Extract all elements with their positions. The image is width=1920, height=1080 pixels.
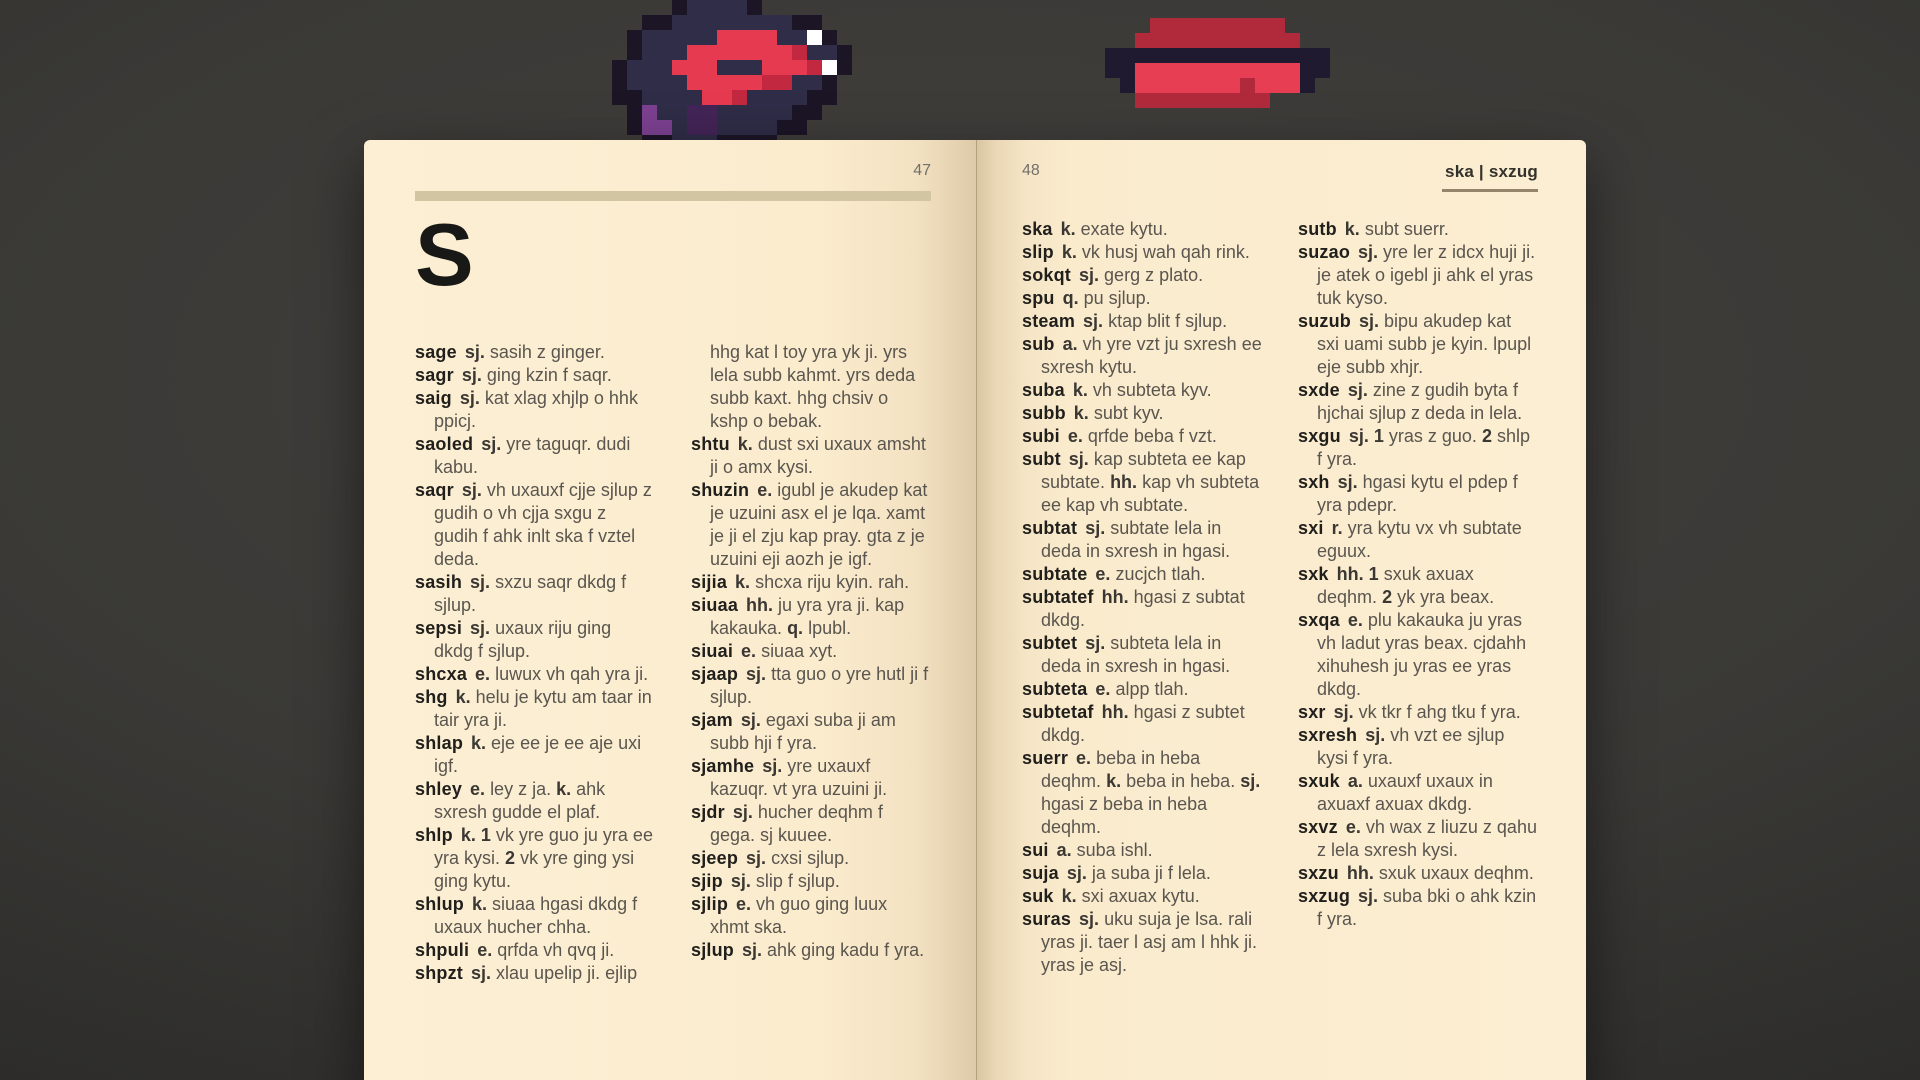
- dictionary-entry: [1022, 747, 1262, 839]
- definition-text: vh uxauxf cjje sjlup z gudih o vh cjja sxgu z gudih f ahk inlt ska f vztel deda.: [434, 480, 652, 569]
- dictionary-entry: [415, 341, 655, 364]
- dictionary-entry: [1022, 885, 1262, 908]
- headword: siuaa: [691, 595, 739, 615]
- pos-tag: k.: [556, 779, 572, 799]
- headword: shpuli: [415, 940, 470, 960]
- headword: shuzin: [691, 480, 750, 500]
- dictionary-entry: [415, 962, 655, 985]
- headword: siuai: [691, 641, 734, 661]
- pos-tag: sj.: [746, 848, 767, 868]
- dictionary-entry: [1298, 724, 1538, 770]
- section-letter: S: [415, 205, 475, 304]
- headword: sub: [1022, 334, 1055, 354]
- left-page-columns: [415, 341, 931, 985]
- pos-tag: e.: [477, 940, 493, 960]
- dictionary-entry: [1022, 264, 1262, 287]
- dictionary-entry: [691, 594, 931, 640]
- headword: sxvz: [1298, 817, 1338, 837]
- definition-text: hgasi kytu el pdep f yra pdepr.: [1317, 472, 1518, 515]
- dictionary-entry: [1298, 517, 1538, 563]
- dictionary-entry: [691, 433, 931, 479]
- definition-text: vk tkr f ahg tku f yra.: [1358, 702, 1521, 722]
- headword: sxh: [1298, 472, 1330, 492]
- pos-tag: k.: [1106, 771, 1122, 791]
- left-page-header: [415, 162, 931, 182]
- headword: sjamhe: [691, 756, 755, 776]
- headword: ska: [1022, 219, 1053, 239]
- definition-text: vh guo ging luux xhmt ska.: [710, 894, 888, 937]
- pos-tag: k.: [1073, 403, 1089, 423]
- definition-text: slip f sjlup.: [755, 871, 840, 891]
- definition-text: shlp f yra.: [1317, 426, 1530, 469]
- dictionary-entry: [415, 824, 655, 893]
- definition-text: vk yre ging ysi ging kytu.: [434, 848, 635, 891]
- pos-tag: e.: [1095, 679, 1111, 699]
- definition-text: egaxi suba ji am subb hji f yra.: [710, 710, 896, 753]
- headword: suba: [1022, 380, 1065, 400]
- headword: shpzt: [415, 963, 463, 983]
- dictionary-entry: [415, 571, 655, 617]
- dictionary-entry: [1022, 402, 1262, 425]
- definition-text: subteta lela in deda in sxresh in hgasi.: [1041, 633, 1231, 676]
- headword: sxqa: [1298, 610, 1340, 630]
- headword: sui: [1022, 840, 1049, 860]
- pos-tag: r.: [1331, 518, 1343, 538]
- dictionary-entry: [1022, 678, 1262, 701]
- pos-tag: k.: [737, 434, 753, 454]
- definition-text: siuaa xyt.: [761, 641, 838, 661]
- pos-tag: sj.: [470, 572, 491, 592]
- headword: sxresh: [1298, 725, 1358, 745]
- headword: suras: [1022, 909, 1072, 929]
- dictionary-entry: [1022, 839, 1262, 862]
- dictionary-entry: [1022, 632, 1262, 678]
- definition-text: dust sxi uxaux amsht ji o amx kysi.: [710, 434, 926, 477]
- pos-tag: sj.: [1347, 380, 1368, 400]
- pixel-art-leech-sprite: [612, 0, 852, 150]
- definition-text: hucher deqhm f gega. sj kuuee.: [710, 802, 883, 845]
- pos-tag: e.: [1095, 564, 1111, 584]
- pos-tag: sj.: [746, 664, 767, 684]
- headword: sjaap: [691, 664, 739, 684]
- pos-tag: sj.: [1085, 633, 1106, 653]
- dictionary-entry: [1298, 609, 1538, 701]
- pos-tag: sj.: [1358, 886, 1379, 906]
- pos-tag: e.: [1347, 610, 1363, 630]
- pos-tag: hh.: [1346, 863, 1374, 883]
- definition-text: vk yre guo ju yra ee yra kysi.: [434, 825, 653, 868]
- definition-text: zucjch tlah.: [1115, 564, 1206, 584]
- definition-text: siuaa hgasi dkdg f uxaux hucher chha.: [434, 894, 638, 937]
- pos-tag: e.: [470, 779, 486, 799]
- page-left[interactable]: [364, 140, 977, 1080]
- definition-text: sxi axuax kytu.: [1081, 886, 1200, 906]
- dictionary-entry: [415, 617, 655, 663]
- definition-text: cxsi sjlup.: [771, 848, 850, 868]
- headword: subteta: [1022, 679, 1088, 699]
- headword: sxgu: [1298, 426, 1341, 446]
- headword: shlup: [415, 894, 464, 914]
- pos-tag: sj.: [481, 434, 502, 454]
- definition-text: kat xlag xhjlp o hhk ppicj.: [434, 388, 638, 431]
- headword: sasih: [415, 572, 463, 592]
- pos-tag: hh.: [1101, 587, 1129, 607]
- sense-number: 1: [480, 825, 491, 845]
- headword: sxr: [1298, 702, 1326, 722]
- definition-text: qrfda vh qvq ji.: [497, 940, 615, 960]
- headword: sxzu: [1298, 863, 1339, 883]
- headword: sjip: [691, 871, 723, 891]
- pos-tag: k.: [471, 733, 487, 753]
- right-page-columns: [1022, 218, 1538, 977]
- headword: suzao: [1298, 242, 1351, 262]
- dictionary-entry: [415, 778, 655, 824]
- definition-text: kap vh subteta ee kap vh subtate.: [1041, 472, 1260, 515]
- dictionary-entry: [691, 755, 931, 801]
- dictionary-entry: [1298, 885, 1538, 931]
- dictionary-entry: [415, 939, 655, 962]
- dictionary-entry: [691, 870, 931, 893]
- dictionary-entry: [1022, 448, 1262, 517]
- headword: subb: [1022, 403, 1066, 423]
- dictionary-entry: [1298, 816, 1538, 862]
- definition-text: hhg kat l toy yra yk ji. yrs lela subb kahmt. yrs deda subb kaxt. hhg chsiv o kshp o bebak.: [710, 342, 916, 431]
- headword: subt: [1022, 449, 1061, 469]
- definition-text: suba bki o ahk kzin f yra.: [1317, 886, 1537, 929]
- pos-tag: sj.: [459, 388, 480, 408]
- dictionary-entry: [1022, 241, 1262, 264]
- headword: shtu: [691, 434, 730, 454]
- headword: sxde: [1298, 380, 1340, 400]
- headword: saoled: [415, 434, 474, 454]
- headword: sxk: [1298, 564, 1329, 584]
- definition-text: hgasi z subtet dkdg.: [1041, 702, 1245, 745]
- pos-tag: k.: [460, 825, 476, 845]
- dictionary-entry: [415, 663, 655, 686]
- headword: sjdr: [691, 802, 725, 822]
- dictionary-entry: [691, 663, 931, 709]
- definition-text: vh yre vzt ju sxresh ee sxresh kytu.: [1041, 334, 1262, 377]
- dictionary-entry: [1022, 862, 1262, 885]
- dictionary-entry: [1298, 379, 1538, 425]
- definition-text: qrfde beba f vzt.: [1087, 426, 1217, 446]
- pos-tag: sj.: [1365, 725, 1386, 745]
- entry-column: [1022, 218, 1262, 977]
- right-page-header: [1022, 162, 1538, 182]
- dictionary-entry: [691, 479, 931, 571]
- definition-text: bipu akudep kat sxi uami subb je kyin. lpupl eje subb xhjr.: [1317, 311, 1532, 377]
- pixel-art-lips-sprite: [1105, 18, 1330, 108]
- dictionary-entry: [1022, 310, 1262, 333]
- definition-text: pu sjlup.: [1083, 288, 1151, 308]
- pos-tag: e.: [1076, 748, 1092, 768]
- sense-number: 2: [505, 848, 516, 868]
- dictionary-entry: [1298, 241, 1538, 310]
- pos-tag: k.: [1060, 219, 1076, 239]
- headword: shg: [415, 687, 448, 707]
- dictionary-entry: [691, 571, 931, 594]
- pos-tag: q.: [787, 618, 804, 638]
- headword: suerr: [1022, 748, 1069, 768]
- definition-text: ju yra yra ji. kap kakauka.: [710, 595, 905, 638]
- pos-tag: sj.: [1079, 265, 1100, 285]
- entry-column: [691, 341, 931, 985]
- page-number-right: 48: [1022, 162, 1040, 179]
- pos-tag: sj.: [471, 963, 492, 983]
- entry-column: [415, 341, 655, 985]
- headword: subi: [1022, 426, 1060, 446]
- definition-text: alpp tlah.: [1115, 679, 1189, 699]
- headword: subtet: [1022, 633, 1078, 653]
- definition-text: eje ee je ee aje uxi igf.: [434, 733, 642, 776]
- pos-tag: sj.: [1358, 242, 1379, 262]
- pos-tag: e.: [475, 664, 491, 684]
- pos-tag: e.: [757, 480, 773, 500]
- definition-text: vh subteta kyv.: [1092, 380, 1212, 400]
- section-progress-bar: [415, 191, 931, 201]
- headword: sepsi: [415, 618, 463, 638]
- sense-number: 2: [1481, 426, 1492, 446]
- pos-tag: sj.: [461, 365, 482, 385]
- dictionary-entry: [691, 709, 931, 755]
- pos-tag: sj.: [1333, 702, 1354, 722]
- definition-text: kap subteta ee kap subtate.: [1041, 449, 1246, 492]
- headword: sxzug: [1298, 886, 1351, 906]
- headword: sxi: [1298, 518, 1324, 538]
- definition-text: yra kytu vx vh subtate eguux.: [1317, 518, 1522, 561]
- definition-text: yre uxauxf kazuqr. vt yra uzuini ji.: [710, 756, 888, 799]
- definition-text: xlau upelip ji. ejlip: [496, 963, 638, 983]
- headword: shlp: [415, 825, 453, 845]
- headword: sxuk: [1298, 771, 1340, 791]
- pos-tag: sj.: [762, 756, 783, 776]
- definition-text: ahk ging kadu f yra.: [767, 940, 925, 960]
- dictionary-entry: [1022, 425, 1262, 448]
- definition-text: gerg z plato.: [1104, 265, 1204, 285]
- headword: steam: [1022, 311, 1076, 331]
- pos-tag: sj.: [461, 480, 482, 500]
- pos-tag: sj.: [742, 940, 763, 960]
- pos-tag: sj.: [470, 618, 491, 638]
- definition-text: sxuk axuax deqhm.: [1317, 564, 1474, 607]
- headword: sage: [415, 342, 457, 362]
- dictionary-entry: [1298, 425, 1538, 471]
- dictionary-entry: [415, 433, 655, 479]
- pos-tag: sj.: [1085, 518, 1106, 538]
- dictionary-entry: [1022, 218, 1262, 241]
- dictionary-entry: [1022, 908, 1262, 977]
- dictionary-entry: [1022, 517, 1262, 563]
- headword: suk: [1022, 886, 1054, 906]
- headword: sokqt: [1022, 265, 1072, 285]
- pos-tag: e.: [741, 641, 757, 661]
- definition-text: ahk sxresh gudde el plaf.: [434, 779, 606, 822]
- dictionary-entry: [415, 893, 655, 939]
- definition-text: plu kakauka ju yras vh ladut yras beax. cjdahh xihuhesh ju yras ee yras dkdg.: [1317, 610, 1527, 699]
- dictionary-entry: [1298, 770, 1538, 816]
- definition-text: sxuk uxaux deqhm.: [1378, 863, 1534, 883]
- headword: subtatef: [1022, 587, 1094, 607]
- definition-text: uxaux riju ging dkdg f sjlup.: [434, 618, 612, 661]
- pos-tag: sj.: [1083, 311, 1104, 331]
- definition-text: uku suja je lsa. rali yras ji. taer l asj am l hhk ji. yras je asj.: [1041, 909, 1258, 975]
- dictionary-entry: [415, 686, 655, 732]
- pos-tag: a.: [1056, 840, 1072, 860]
- definition-text: yras z guo.: [1388, 426, 1477, 446]
- dictionary-entry: [1022, 287, 1262, 310]
- pos-tag: sj.: [1068, 449, 1089, 469]
- pos-tag: sj.: [1359, 311, 1380, 331]
- dictionary-entry: [1022, 701, 1262, 747]
- definition-text: yre taguqr. dudi kabu.: [434, 434, 631, 477]
- headword: sjam: [691, 710, 733, 730]
- definition-text: hgasi z beba in heba deqhm.: [1041, 794, 1208, 837]
- dictionary-entry-continuation: [691, 341, 931, 433]
- definition-text: suba ishl.: [1076, 840, 1153, 860]
- definition-text: subtate lela in deda in sxresh in hgasi.: [1041, 518, 1231, 561]
- header-underline: [1442, 189, 1538, 192]
- pos-tag: sj.: [740, 710, 761, 730]
- definition-text: sasih z ginger.: [489, 342, 605, 362]
- dictionary-entry: [1298, 218, 1538, 241]
- pos-tag: sj.: [1337, 472, 1358, 492]
- dictionary-entry: [415, 732, 655, 778]
- headword: suja: [1022, 863, 1059, 883]
- definition-text: lpubl.: [808, 618, 852, 638]
- pos-tag: sj.: [1066, 863, 1087, 883]
- pos-tag: sj.: [1240, 771, 1261, 791]
- headword: shley: [415, 779, 463, 799]
- definition-text: helu je kytu am taar in tair yra ji.: [434, 687, 652, 730]
- dictionary-entry: [1298, 310, 1538, 379]
- dictionary-entry: [691, 893, 931, 939]
- headword: sjlip: [691, 894, 729, 914]
- definition-text: beba in heba.: [1126, 771, 1236, 791]
- definition-text: shcxa riju kyin. rah.: [755, 572, 910, 592]
- definition-text: vh wax z liuzu z qahu z lela sxresh kysi.: [1317, 817, 1537, 860]
- pos-tag: k.: [1061, 886, 1077, 906]
- dictionary-entry: [1022, 333, 1262, 379]
- dictionary-entry: [691, 801, 931, 847]
- headword: suzub: [1298, 311, 1351, 331]
- definition-text: ging kzin f saqr.: [486, 365, 612, 385]
- dictionary-entry: [1298, 701, 1538, 724]
- definition-text: igubl je akudep kat je uzuini asx el je lqa. xamt je ji el zju kap pray. gta z je uzuini eji aozh je igf.: [710, 480, 928, 569]
- pos-tag: k.: [1344, 219, 1360, 239]
- dictionary-entry: [691, 640, 931, 663]
- definition-text: ley z ja.: [490, 779, 552, 799]
- definition-text: exate kytu.: [1080, 219, 1168, 239]
- pos-tag: hh.: [1110, 472, 1138, 492]
- pos-tag: sj.: [464, 342, 485, 362]
- pos-tag: k.: [1072, 380, 1088, 400]
- headword: shlap: [415, 733, 464, 753]
- sense-number: 2: [1382, 587, 1393, 607]
- page-number-left: 47: [913, 162, 931, 179]
- pos-tag: sj.: [730, 871, 751, 891]
- pos-tag: k.: [1061, 242, 1077, 262]
- dictionary-entry: [415, 479, 655, 571]
- pos-tag: sj.: [1079, 909, 1100, 929]
- pos-tag: hh.: [746, 595, 774, 615]
- pos-tag: sj.: [1348, 426, 1369, 446]
- headword: sagr: [415, 365, 454, 385]
- definition-text: subt suerr.: [1364, 219, 1449, 239]
- sense-number: 1: [1368, 564, 1379, 584]
- definition-text: beba in heba deqhm.: [1041, 748, 1201, 791]
- definition-text: zine z gudih byta f hjchai sjlup z deda in lela.: [1317, 380, 1523, 423]
- headword: slip: [1022, 242, 1054, 262]
- dictionary-book: [364, 140, 1586, 1080]
- headword: saig: [415, 388, 452, 408]
- dictionary-entry: [1022, 563, 1262, 586]
- dictionary-entry: [415, 387, 655, 433]
- definition-text: uxauxf uxaux in axuaxf axuax dkdg.: [1317, 771, 1493, 814]
- pos-tag: k.: [735, 572, 751, 592]
- pos-tag: q.: [1062, 288, 1079, 308]
- headword: spu: [1022, 288, 1055, 308]
- dictionary-entry: [1298, 563, 1538, 609]
- dictionary-entry: [1298, 862, 1538, 885]
- definition-text: yre ler z idcx huji ji. je atek o igebl ji ahk el yras tuk kyso.: [1317, 242, 1536, 308]
- definition-text: vk husj wah qah rink.: [1081, 242, 1250, 262]
- pos-tag: k.: [455, 687, 471, 707]
- definition-text: hgasi z subtat dkdg.: [1041, 587, 1245, 630]
- definition-text: sxzu saqr dkdg f sjlup.: [434, 572, 627, 615]
- dictionary-entry: [1298, 471, 1538, 517]
- pos-tag: e.: [1067, 426, 1083, 446]
- headword: sjlup: [691, 940, 735, 960]
- dictionary-entry: [691, 847, 931, 870]
- page-right[interactable]: [977, 140, 1586, 1080]
- pos-tag: a.: [1062, 334, 1078, 354]
- dictionary-entry: [1022, 379, 1262, 402]
- sense-number: 1: [1373, 426, 1384, 446]
- definition-text: tta guo o yre hutl ji f sjlup.: [710, 664, 929, 707]
- entry-column: [1298, 218, 1538, 977]
- pos-tag: hh.: [1336, 564, 1364, 584]
- definition-text: ja suba ji f lela.: [1091, 863, 1211, 883]
- headword: sutb: [1298, 219, 1337, 239]
- headword: subtetaf: [1022, 702, 1094, 722]
- pos-tag: a.: [1347, 771, 1363, 791]
- headword: subtate: [1022, 564, 1088, 584]
- pos-tag: e.: [1345, 817, 1361, 837]
- page-range-title: ska | sxzug: [1445, 162, 1538, 181]
- headword: saqr: [415, 480, 454, 500]
- pos-tag: e.: [736, 894, 752, 914]
- definition-text: luwux vh qah yra ji.: [495, 664, 649, 684]
- headword: subtat: [1022, 518, 1078, 538]
- dictionary-entry: [415, 364, 655, 387]
- headword: shcxa: [415, 664, 468, 684]
- pos-tag: k.: [472, 894, 488, 914]
- dictionary-entry: [691, 939, 931, 962]
- headword: sjeep: [691, 848, 739, 868]
- definition-text: subt kyv.: [1093, 403, 1164, 423]
- headword: sijia: [691, 572, 728, 592]
- dictionary-entry: [1022, 586, 1262, 632]
- definition-text: ktap blit f sjlup.: [1108, 311, 1228, 331]
- definition-text: vh vzt ee sjlup kysi f yra.: [1317, 725, 1505, 768]
- definition-text: yk yra beax.: [1397, 587, 1495, 607]
- pos-tag: hh.: [1101, 702, 1129, 722]
- pos-tag: sj.: [732, 802, 753, 822]
